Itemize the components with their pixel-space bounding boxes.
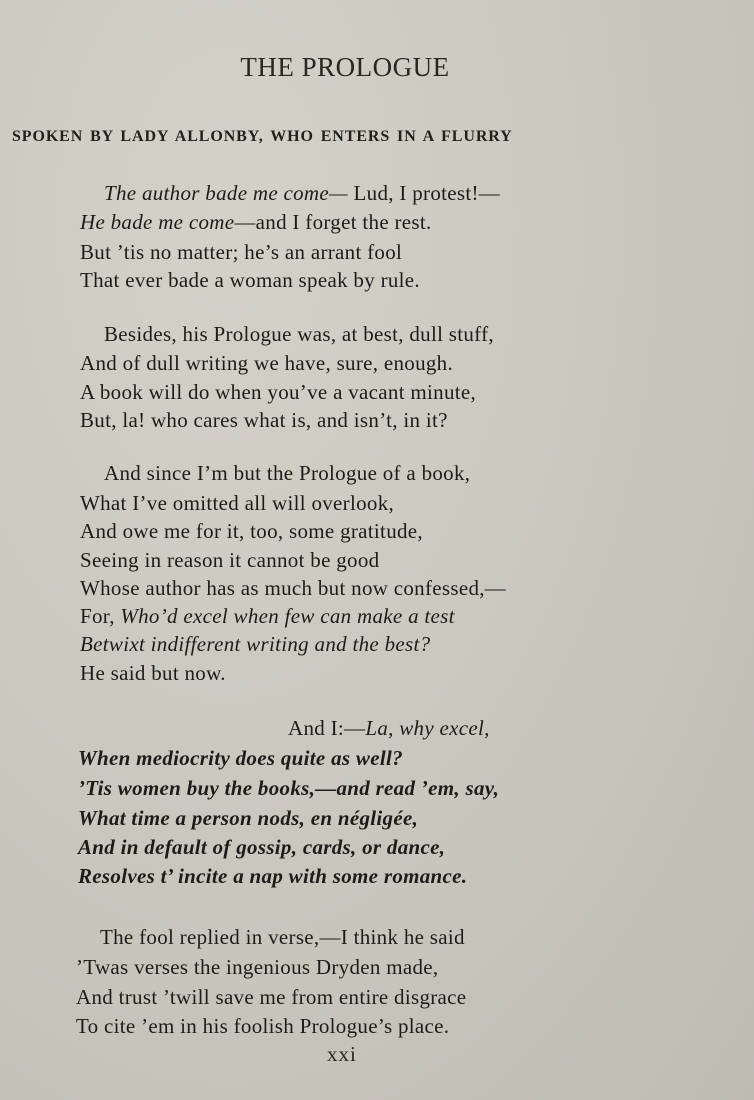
verse-fragment: Who’d excel when few can make a test xyxy=(120,604,455,628)
verse-line xyxy=(80,604,455,629)
verse-fragment: The author bade me come— xyxy=(104,181,348,205)
verse-fragment: Lud, I protest!— xyxy=(348,181,501,205)
verse-line: Betwixt indifferent writing and the best? xyxy=(80,632,431,656)
verse-line: He said but now. xyxy=(80,661,226,685)
verse-fragment: —and I forget the rest. xyxy=(234,210,432,234)
verse-line: And owe me for it, too, some gratitude, xyxy=(80,519,423,543)
verse-line: To cite ’em in his foolish Prologue’s place. xyxy=(76,1014,450,1038)
stage-direction-subtitle: SPOKEN BY LADY ALLONBY, WHO ENTERS IN A FLURRY xyxy=(12,128,513,145)
verse-line: When mediocrity does quite as well? xyxy=(78,746,403,770)
verse-line: What I’ve omitted all will overlook, xyxy=(80,491,395,515)
verse-line: Resolves t’ incite a nap with some romance. xyxy=(78,864,468,888)
verse-line: ’Tis women buy the books,—and read ’em, say, xyxy=(78,776,500,800)
verse-line xyxy=(80,210,432,235)
verse-line: Besides, his Prologue was, at best, dull stuff, xyxy=(104,322,494,346)
verse-line: Whose author has as much but now confessed,— xyxy=(80,576,507,600)
verse-line: But ’tis no matter; he’s an arrant fool xyxy=(80,240,403,264)
verse-fragment: La, why excel, xyxy=(365,716,490,740)
verse-fragment: He bade me come xyxy=(80,210,235,234)
verse-fragment: And I:— xyxy=(288,716,366,740)
verse-line: But, la! who cares what is, and isn’t, in it? xyxy=(80,408,448,432)
verse-line xyxy=(288,716,490,741)
verse-line: ’Twas verses the ingenious Dryden made, xyxy=(76,955,439,979)
verse-line: What time a person nods, en négligée, xyxy=(78,806,419,830)
verse-line: And since I’m but the Prologue of a book, xyxy=(104,461,471,485)
verse-line: And trust ’twill save me from entire disgrace xyxy=(76,985,467,1009)
verse-fragment: For, xyxy=(80,604,121,628)
verse-line: Seeing in reason it cannot be good xyxy=(80,548,380,572)
verse-line: That ever bade a woman speak by rule. xyxy=(80,268,420,292)
page-title: THE PROLOGUE xyxy=(240,52,450,82)
verse-line: And in default of gossip, cards, or dance, xyxy=(78,835,446,859)
verse-line xyxy=(104,181,500,206)
verse-line: And of dull writing we have, sure, enough. xyxy=(80,351,454,375)
verse-line: A book will do when you’ve a vacant minute, xyxy=(80,380,477,404)
page-number: xxi xyxy=(327,1042,357,1066)
verse-line: The fool replied in verse,—I think he said xyxy=(100,925,465,949)
